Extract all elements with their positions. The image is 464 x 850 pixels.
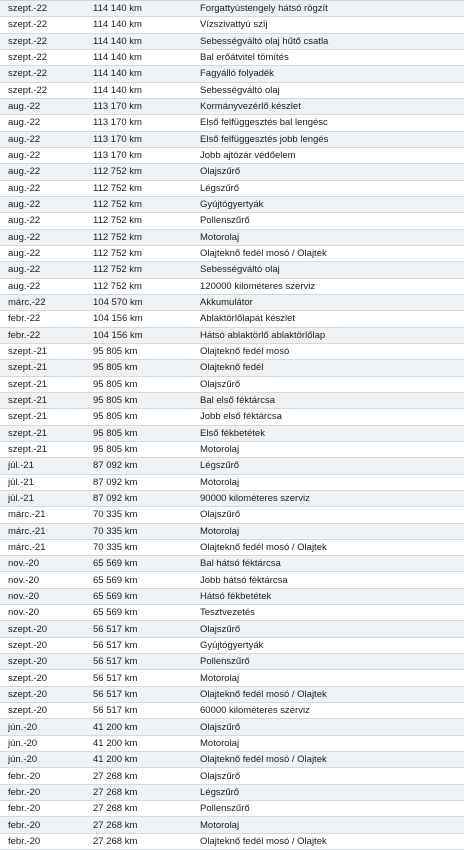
table-row: [0, 834, 464, 850]
table-row: [0, 164, 464, 180]
service-description-cell: Olajszűrő: [200, 623, 241, 635]
service-description-cell: Bal első féktárcsa: [200, 395, 275, 407]
table-row: [0, 507, 464, 523]
mileage-cell: 65 569 km: [93, 558, 138, 570]
service-description-cell: 90000 kilométeres szerviz: [200, 493, 310, 504]
table-row: [0, 752, 464, 768]
service-date-cell: szept.-21: [8, 362, 48, 374]
service-date-cell: júl.-21: [8, 476, 34, 488]
mileage-cell: 27 268 km: [93, 803, 138, 815]
table-row: [0, 442, 464, 458]
service-date-cell: szept.-20: [8, 656, 48, 668]
service-date-cell: szept.-20: [8, 688, 48, 700]
service-description-cell: Légszűrő: [200, 786, 240, 798]
service-date-cell: szept.-22: [8, 35, 48, 47]
mileage-cell: 112 752 km: [93, 264, 142, 276]
table-row: [0, 785, 464, 801]
mileage-cell: 95 805 km: [93, 362, 138, 374]
service-date-cell: aug.-22: [8, 101, 41, 113]
table-row: [0, 703, 464, 719]
service-description-cell: Sebességváltó olaj: [200, 264, 280, 276]
table-row: [0, 246, 464, 262]
service-description-cell: Első felfüggesztés jobb lengés: [200, 133, 329, 145]
table-row: [0, 458, 464, 474]
service-description-cell: Olajszűrő: [200, 721, 241, 733]
mileage-cell: 95 805 km: [93, 444, 138, 456]
mileage-cell: 112 752 km: [93, 248, 142, 260]
service-description-cell: Motorolaj: [200, 231, 240, 243]
table-row: [0, 66, 464, 82]
mileage-cell: 56 517 km: [93, 639, 138, 651]
table-row: [0, 654, 464, 670]
mileage-cell: 27 268 km: [93, 770, 138, 782]
service-description-cell: Légszűrő: [200, 460, 240, 472]
mileage-cell: 104 156 km: [93, 329, 143, 341]
table-row: [0, 801, 464, 817]
mileage-cell: 70 335 km: [93, 525, 138, 537]
mileage-cell: 114 140 km: [93, 68, 142, 80]
table-row: [0, 687, 464, 703]
table-row: [0, 132, 464, 148]
mileage-cell: 112 752 km: [93, 231, 142, 243]
mileage-cell: 56 517 km: [93, 688, 138, 700]
service-description-cell: Első fékbetétek: [200, 427, 265, 439]
table-row: [0, 524, 464, 540]
service-date-cell: szept.-22: [8, 52, 48, 64]
mileage-cell: 95 805 km: [93, 395, 138, 407]
mileage-cell: 65 569 km: [93, 574, 138, 586]
service-date-cell: aug.-22: [8, 280, 41, 292]
mileage-cell: 113 170 km: [93, 101, 142, 113]
service-description-cell: Olajteknő fedél mosó / Olajtek: [200, 754, 327, 766]
table-row: [0, 311, 464, 327]
service-date-cell: szept.-20: [8, 623, 48, 635]
service-description-cell: Tesztvezetés: [200, 607, 255, 619]
service-description-cell: 60000 kilométeres szerviz: [200, 705, 310, 717]
mileage-cell: 87 092 km: [93, 476, 138, 488]
service-date-cell: júl.-21: [8, 493, 34, 504]
table-row: [0, 736, 464, 752]
service-date-cell: jún.-20: [8, 737, 38, 749]
service-description-cell: Légszűrő: [200, 182, 240, 194]
service-description-cell: Motorolaj: [200, 819, 240, 831]
mileage-cell: 114 140 km: [93, 3, 142, 15]
service-description-cell: Pollenszűrő: [200, 215, 250, 227]
mileage-cell: 27 268 km: [93, 835, 138, 847]
table-row: [0, 83, 464, 99]
table-row: [0, 426, 464, 442]
service-date-cell: nov.-20: [8, 558, 39, 570]
service-date-cell: szept.-20: [8, 705, 48, 717]
mileage-cell: 87 092 km: [93, 460, 138, 472]
service-date-cell: szept.-22: [8, 3, 48, 15]
service-date-cell: aug.-22: [8, 133, 41, 145]
mileage-cell: 112 752 km: [93, 166, 142, 178]
table-row: [0, 670, 464, 686]
service-date-cell: nov.-20: [8, 607, 39, 619]
mileage-cell: 113 170 km: [93, 133, 142, 145]
table-row: [0, 344, 464, 360]
service-date-cell: júl.-21: [8, 460, 34, 472]
service-description-cell: Olajteknő fedél: [200, 362, 264, 374]
service-date-cell: febr.-22: [8, 329, 41, 341]
service-date-cell: aug.-22: [8, 215, 41, 227]
service-description-cell: Sebességváltó olaj hűtő csatla: [200, 35, 329, 47]
mileage-cell: 95 805 km: [93, 411, 138, 423]
table-row: [0, 148, 464, 164]
service-description-cell: 120000 kilométeres szerviz: [200, 280, 316, 292]
service-date-cell: febr.-20: [8, 786, 41, 798]
service-description-cell: Olajteknő fedél mosó / Olajtek: [200, 541, 327, 553]
table-row: [0, 34, 464, 50]
service-description-cell: Bal erőátvitel tömítés: [200, 52, 289, 64]
service-date-cell: szept.-21: [8, 411, 48, 423]
table-row: [0, 230, 464, 246]
mileage-cell: 114 140 km: [93, 19, 142, 31]
mileage-cell: 95 805 km: [93, 427, 138, 439]
mileage-cell: 104 156 km: [93, 313, 143, 325]
service-date-cell: szept.-22: [8, 84, 48, 96]
mileage-cell: 70 335 km: [93, 509, 138, 521]
table-row: [0, 605, 464, 621]
table-row: [0, 768, 464, 784]
service-date-cell: aug.-22: [8, 182, 41, 194]
table-row: [0, 115, 464, 131]
mileage-cell: 56 517 km: [93, 623, 138, 635]
service-description-cell: Kormányvezérlő készlet: [200, 101, 301, 113]
mileage-cell: 65 569 km: [93, 607, 138, 619]
table-row: [0, 328, 464, 344]
mileage-cell: 65 569 km: [93, 590, 138, 602]
service-description-cell: Ablaktörlőlapát készlet: [200, 313, 296, 325]
service-description-cell: Bal hátsó féktárcsa: [200, 558, 281, 570]
service-description-cell: Motorolaj: [200, 737, 240, 749]
service-description-cell: Olajszűrő: [200, 770, 241, 782]
mileage-cell: 114 140 km: [93, 52, 142, 64]
service-date-cell: febr.-20: [8, 835, 41, 847]
service-description-cell: Olajszűrő: [200, 166, 241, 178]
mileage-cell: 104 570 km: [93, 297, 143, 309]
mileage-cell: 112 752 km: [93, 215, 142, 227]
service-date-cell: márc.-21: [8, 525, 46, 537]
service-date-cell: szept.-21: [8, 378, 48, 390]
service-description-cell: Hátsó fékbetétek: [200, 590, 272, 602]
service-description-cell: Sebességváltó olaj: [200, 84, 280, 96]
service-description-cell: Jobb hátsó féktárcsa: [200, 574, 288, 586]
service-date-cell: aug.-22: [8, 264, 41, 276]
service-description-cell: Jobb ajtózár védőelem: [200, 150, 296, 162]
table-row: [0, 295, 464, 311]
table-row: [0, 540, 464, 556]
service-description-cell: Motorolaj: [200, 525, 240, 537]
mileage-cell: 114 140 km: [93, 35, 142, 47]
service-date-cell: szept.-20: [8, 639, 48, 651]
table-row: [0, 1, 464, 17]
service-description-cell: Jobb első féktárcsa: [200, 411, 282, 423]
mileage-cell: 56 517 km: [93, 672, 138, 684]
service-date-cell: szept.-22: [8, 68, 48, 80]
mileage-cell: 41 200 km: [93, 721, 138, 733]
service-date-cell: febr.-20: [8, 803, 41, 815]
service-date-cell: febr.-22: [8, 313, 41, 325]
service-date-cell: szept.-20: [8, 672, 48, 684]
service-description-cell: Olajszűrő: [200, 509, 241, 521]
table-row: [0, 589, 464, 605]
service-date-cell: szept.-21: [8, 346, 48, 358]
mileage-cell: 114 140 km: [93, 84, 142, 96]
service-description-cell: Első felfüggesztés bal lengésc: [200, 117, 328, 129]
service-description-cell: Olajteknő fedél mosó / Olajtek: [200, 248, 327, 260]
table-row: [0, 360, 464, 376]
service-date-cell: febr.-20: [8, 770, 41, 782]
mileage-cell: 112 752 km: [93, 182, 142, 194]
table-row: [0, 621, 464, 637]
table-row: [0, 377, 464, 393]
service-date-cell: szept.-21: [8, 395, 48, 407]
mileage-cell: 70 335 km: [93, 541, 138, 553]
service-description-cell: Motorolaj: [200, 476, 240, 488]
table-row: [0, 475, 464, 491]
table-row: [0, 638, 464, 654]
mileage-cell: 113 170 km: [93, 117, 142, 129]
table-row: [0, 17, 464, 33]
service-date-cell: aug.-22: [8, 117, 41, 129]
table-row: [0, 491, 464, 507]
service-date-cell: szept.-21: [8, 427, 48, 439]
table-row: [0, 197, 464, 213]
mileage-cell: 112 752 km: [93, 199, 142, 211]
table-row: [0, 181, 464, 197]
service-description-cell: Olajteknő fedél mosó: [200, 346, 290, 358]
table-row: [0, 213, 464, 229]
table-row: [0, 262, 464, 278]
service-description-cell: Fagyálló folyadék: [200, 68, 274, 80]
service-date-cell: szept.-22: [8, 19, 48, 31]
service-date-cell: aug.-22: [8, 231, 41, 243]
service-date-cell: jún.-20: [8, 754, 38, 766]
mileage-cell: 112 752 km: [93, 280, 142, 292]
mileage-cell: 95 805 km: [93, 378, 138, 390]
table-row: [0, 409, 464, 425]
mileage-cell: 56 517 km: [93, 656, 138, 668]
mileage-cell: 41 200 km: [93, 754, 138, 766]
service-description-cell: Gyújtógyertyák: [200, 199, 264, 211]
service-date-cell: aug.-22: [8, 150, 41, 162]
table-row: [0, 817, 464, 833]
table-row: [0, 572, 464, 588]
service-description-cell: Akkumulátor: [200, 297, 253, 309]
service-description-cell: Vízszivattyú szíj: [200, 19, 268, 31]
mileage-cell: 41 200 km: [93, 737, 138, 749]
mileage-cell: 27 268 km: [93, 819, 138, 831]
table-row: [0, 279, 464, 295]
table-row: [0, 556, 464, 572]
mileage-cell: 95 805 km: [93, 346, 138, 358]
table-row: [0, 99, 464, 115]
service-description-cell: Hátsó ablaktörlő ablaktörlőlap: [200, 329, 326, 341]
service-date-cell: febr.-20: [8, 819, 41, 831]
service-date-cell: aug.-22: [8, 166, 41, 178]
mileage-cell: 56 517 km: [93, 705, 138, 717]
mileage-cell: 113 170 km: [93, 150, 142, 162]
service-date-cell: jún.-20: [8, 721, 38, 733]
service-description-cell: Gyújtógyertyák: [200, 639, 264, 651]
service-date-cell: márc.-21: [8, 541, 46, 553]
service-date-cell: nov.-20: [8, 574, 39, 586]
mileage-cell: 87 092 km: [93, 493, 138, 504]
service-description-cell: Motorolaj: [200, 672, 240, 684]
service-date-cell: szept.-21: [8, 444, 48, 456]
service-date-cell: márc.-21: [8, 509, 46, 521]
table-row: [0, 719, 464, 735]
service-date-cell: aug.-22: [8, 199, 41, 211]
table-row: [0, 50, 464, 66]
service-date-cell: nov.-20: [8, 590, 39, 602]
mileage-cell: 27 268 km: [93, 786, 138, 798]
service-description-cell: Pollenszűrő: [200, 803, 250, 815]
service-date-cell: márc.-22: [8, 297, 46, 309]
service-date-cell: aug.-22: [8, 248, 41, 260]
service-description-cell: Motorolaj: [200, 444, 240, 456]
service-description-cell: Olajteknő fedél mosó / Olajtek: [200, 688, 327, 700]
service-description-cell: Pollenszűrő: [200, 656, 250, 668]
service-description-cell: Olajszűrő: [200, 378, 241, 390]
service-description-cell: Olajteknő fedél mosó / Olajtek: [200, 835, 327, 847]
service-description-cell: Forgattyústengely hátsó rögzít: [200, 3, 328, 15]
table-row: [0, 393, 464, 409]
